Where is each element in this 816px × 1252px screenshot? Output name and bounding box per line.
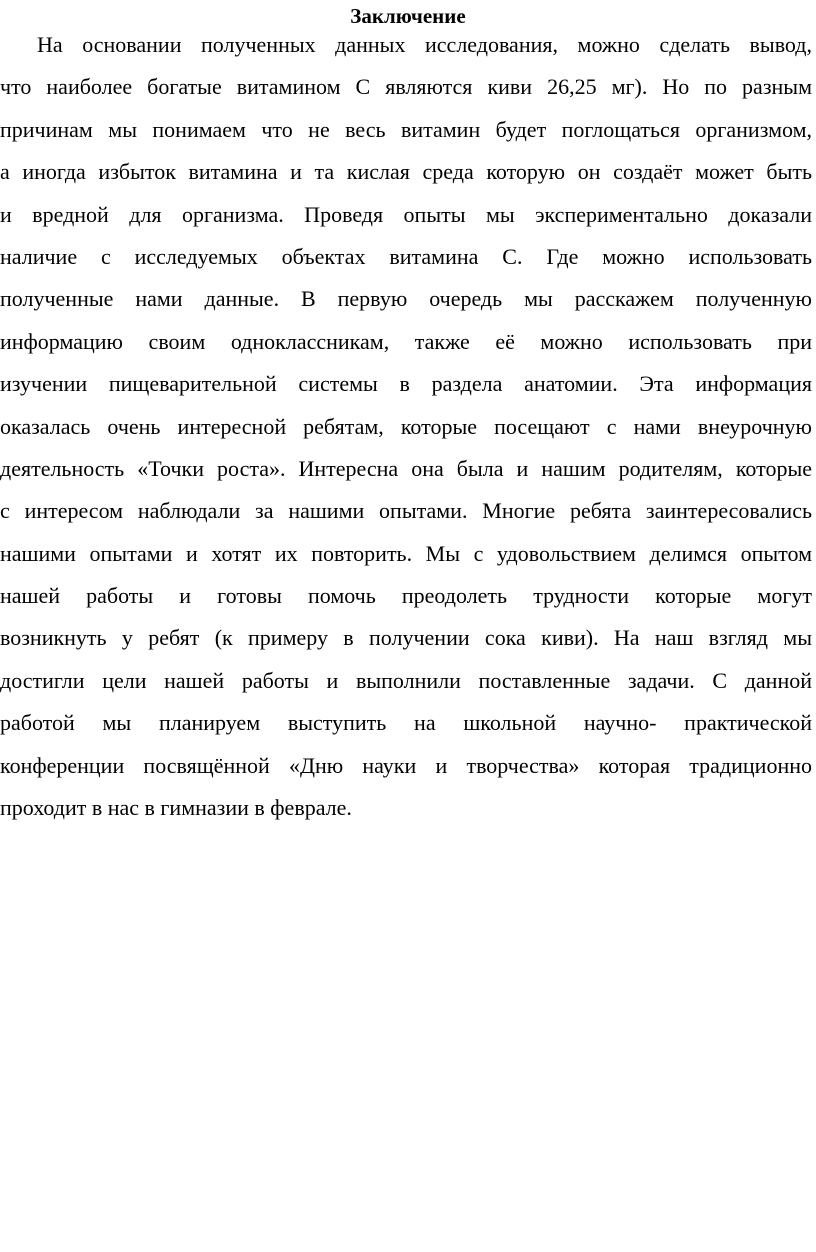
paragraph-line: полученные нами данные. В первую очередь мы расскажем полученную xyxy=(0,286,812,312)
paragraph-line: На основании полученных данных исследования, можно сделать вывод, xyxy=(37,32,812,57)
paragraph-line: что наиболее богатые витамином С являются киви 26,25 мг). Но по разным xyxy=(0,74,812,100)
paragraph-line: нашей работы и готовы помочь преодолеть трудности которые могут xyxy=(0,583,812,609)
paragraph-line: информацию своим одноклассникам, также её можно использовать при xyxy=(0,328,812,354)
paragraph-line: деятельность «Точки роста». Интересна она была и нашим родителям, которые xyxy=(0,455,812,481)
document-title: Заключение xyxy=(350,4,466,28)
paragraph-line: оказалась очень интересной ребятам, которые посещают с нами внеурочную xyxy=(0,413,812,439)
paragraph-line: проходит в нас в гимназии в феврале. xyxy=(0,795,352,821)
paragraph-line: изучении пищеварительной системы в раздела анатомии. Эта информация xyxy=(0,371,812,397)
conclusion-paragraph xyxy=(0,24,812,829)
paragraph-line: а иногда избыток витамина и та кислая среда которую он создаёт может быть xyxy=(0,159,812,185)
paragraph-line: конференции посвящённой «Дню науки и творчества» которая традиционно xyxy=(0,752,812,778)
paragraph-line: нашими опытами и хотят их повторить. Мы с удовольствием делимся опытом xyxy=(0,540,812,566)
paragraph-line: и вредной для организма. Проведя опыты мы экспериментально доказали xyxy=(0,201,812,227)
paragraph-line: возникнуть у ребят (к примеру в получении сока киви). На наш взгляд мы xyxy=(0,625,812,651)
paragraph-line: причинам мы понимаем что не весь витамин будет поглощаться организмом, xyxy=(0,116,812,142)
paragraph-line: достигли цели нашей работы и выполнили поставленные задачи. С данной xyxy=(0,667,812,693)
paragraph-line: работой мы планируем выступить на школьной научно- практической xyxy=(0,710,812,736)
paragraph-line: с интересом наблюдали за нашими опытами. Многие ребята заинтересовались xyxy=(0,498,812,524)
paragraph-line: наличие с исследуемых объектах витамина С. Где можно использовать xyxy=(0,243,812,269)
